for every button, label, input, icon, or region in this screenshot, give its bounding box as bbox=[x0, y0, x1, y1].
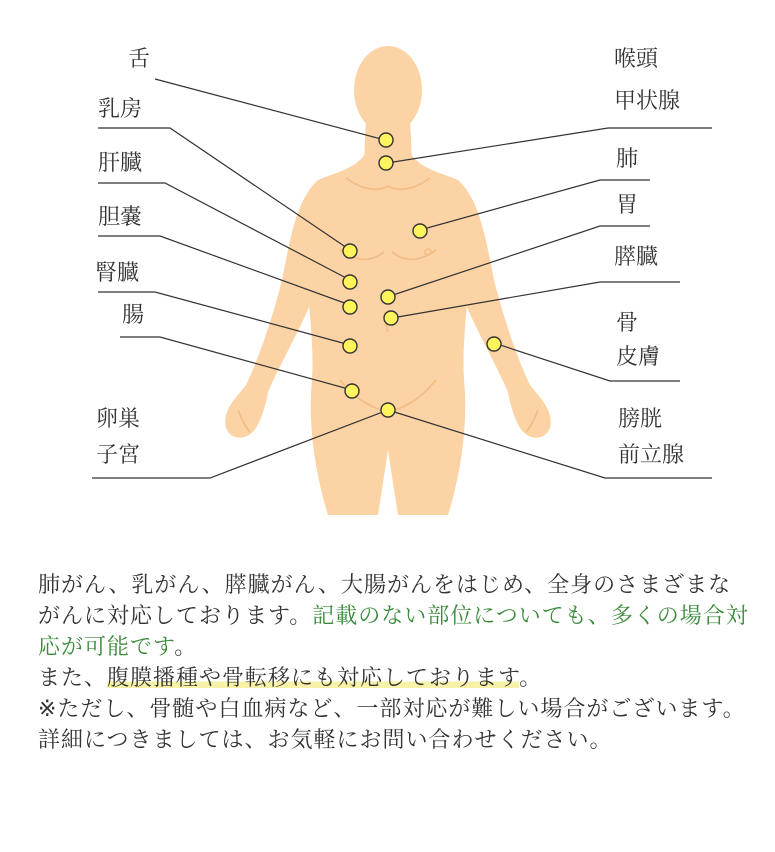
marker-tongue bbox=[379, 133, 393, 147]
marker-breast bbox=[343, 244, 357, 258]
leader-larynx bbox=[387, 128, 712, 163]
description-paragraph-3: ※ただし、骨髄や白血病など、一部対応が難しい場合がございます。 bbox=[38, 697, 746, 722]
description-line-2-end: 。 bbox=[519, 666, 543, 691]
marker-stomach bbox=[381, 290, 395, 304]
body-silhouette bbox=[225, 46, 550, 515]
label-bladder: 膀胱 bbox=[618, 407, 663, 432]
right-arm bbox=[458, 180, 551, 438]
label-thyroid: 甲状腺 bbox=[614, 89, 681, 114]
label-uterus: 子宮 bbox=[96, 443, 141, 468]
marker-liver bbox=[343, 275, 357, 289]
description-line-1: 肺がん、乳がん、膵臓がん、大腸がんをはじめ、全身のさまざまながんに対応しております。 bbox=[38, 573, 732, 629]
marker-bladder-ovary bbox=[381, 403, 395, 417]
description-paragraph-1 bbox=[38, 570, 750, 663]
label-liver: 肝臓 bbox=[98, 151, 143, 176]
description-paragraph-4: 詳細につきましては、お気軽にお問い合わせください。 bbox=[38, 728, 613, 753]
label-intestine: 腸 bbox=[122, 303, 145, 328]
marked-note: 腹膜播種や骨転移にも対応しております bbox=[107, 666, 520, 691]
description-line-2-prefix: また、 bbox=[38, 666, 108, 691]
label-prostate: 前立腺 bbox=[618, 443, 685, 468]
label-skin: 皮膚 bbox=[616, 345, 661, 370]
label-bone: 骨 bbox=[616, 311, 639, 336]
marker-pancreas bbox=[384, 311, 398, 325]
label-kidney: 腎臓 bbox=[95, 261, 140, 286]
highlight-note: 記載のない部位についても、多くの場合対応が可能です bbox=[38, 604, 749, 660]
label-lung: 肺 bbox=[616, 147, 639, 172]
label-larynx: 喉頭 bbox=[614, 47, 659, 72]
marker-kidney bbox=[343, 339, 357, 353]
label-gallbladder: 胆嚢 bbox=[98, 205, 143, 230]
label-tongue: 舌 bbox=[128, 47, 151, 72]
label-ovary: 卵巣 bbox=[96, 407, 141, 432]
description-text bbox=[38, 570, 750, 756]
description-paragraph-2 bbox=[38, 663, 750, 694]
description-line-1-end: 。 bbox=[174, 635, 198, 660]
marker-lung bbox=[413, 224, 427, 238]
marker-bone-skin bbox=[487, 337, 501, 351]
label-stomach: 胃 bbox=[616, 193, 639, 218]
leader-tongue bbox=[155, 79, 385, 140]
marker-larynx bbox=[379, 156, 393, 170]
marker-gallbladder bbox=[343, 300, 357, 314]
label-pancreas: 膵臓 bbox=[614, 245, 659, 270]
marker-intestine bbox=[345, 384, 359, 398]
torso bbox=[306, 150, 470, 515]
label-breast: 乳房 bbox=[98, 97, 143, 122]
head bbox=[354, 46, 422, 134]
